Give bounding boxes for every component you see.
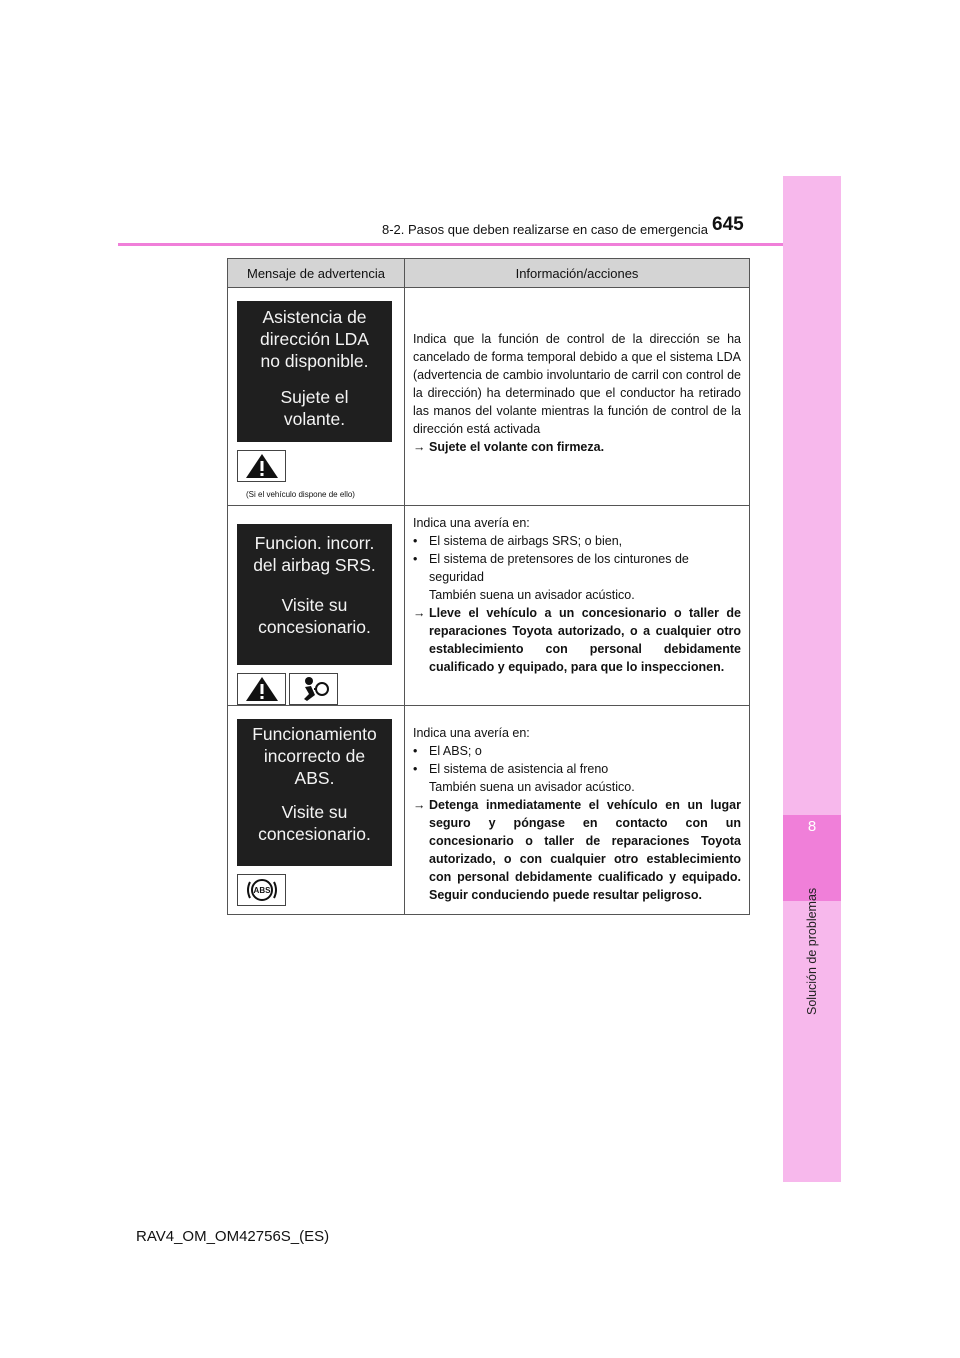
display-line: Funcionamiento xyxy=(252,724,377,744)
info-intro: Indica una avería en: xyxy=(413,726,530,740)
display-line: dirección LDA xyxy=(260,329,369,349)
action-text xyxy=(413,604,741,676)
display-line: Visite su xyxy=(281,595,348,615)
list-item xyxy=(413,742,741,760)
warning-display xyxy=(237,524,392,665)
info-text: Indica que la función de control de la dirección se ha cancelado de forma temporal debido a que el sistema LDA (advertencia de cambio involuntario de carril con control de la dirección) ha determinado que el conductor ha retirado las manos del volante mientras la función de control de la dirección está activada xyxy=(413,332,741,436)
chapter-label: Solución de problemas xyxy=(805,887,819,1015)
availability-note: (Si el vehículo dispone de ello) xyxy=(246,490,355,499)
bullet-icon: • xyxy=(413,744,418,758)
table-row xyxy=(228,706,750,915)
display-line: concesionario. xyxy=(258,617,371,637)
abs-icon-label: ABS xyxy=(253,886,270,895)
header-rule xyxy=(118,243,783,246)
info-cell xyxy=(405,288,750,506)
warning-triangle-icon xyxy=(237,673,286,705)
indicator-icons xyxy=(237,450,404,482)
message-cell xyxy=(228,288,405,506)
sound-note: También suena un avisador acústico. xyxy=(429,588,635,602)
airbag-icon xyxy=(289,673,338,705)
info-intro: Indica una avería en: xyxy=(413,516,530,530)
action-label: Lleve el vehículo a un concesionario o taller de reparaciones Toyota autorizado, o a cualquier otro establecimiento con personal debidamente cualificado y equipado, para que lo inspeccionen. xyxy=(429,606,741,674)
sound-note: También suena un avisador acústico. xyxy=(429,780,635,794)
section-title: 8-2. Pasos que deben realizarse en caso de emergencia xyxy=(382,222,708,237)
display-line: del airbag SRS. xyxy=(253,555,376,575)
bullet-icon: • xyxy=(413,552,418,566)
chapter-side-tab xyxy=(783,176,841,1182)
bullet-icon: • xyxy=(413,762,418,776)
abs-icon xyxy=(237,874,286,906)
warning-display xyxy=(237,301,392,442)
arrow-icon: → xyxy=(413,606,426,620)
arrow-icon: → xyxy=(413,440,426,454)
list-item-text: El sistema de airbags SRS; o bien, xyxy=(429,534,623,548)
display-line: Sujete el xyxy=(280,387,349,407)
list-item xyxy=(413,760,741,778)
table-header-row xyxy=(228,259,750,288)
table-row xyxy=(228,506,750,706)
col-header-info: Información/acciones xyxy=(405,259,750,288)
display-line: Visite su xyxy=(281,802,348,822)
display-line: Asistencia de xyxy=(262,307,367,327)
action-text xyxy=(413,438,741,456)
page-number: 645 xyxy=(712,214,744,235)
bullet-icon: • xyxy=(413,534,418,548)
display-line: Funcion. incorr. xyxy=(254,533,375,553)
info-cell xyxy=(405,706,750,915)
action-text xyxy=(413,796,741,904)
display-line: ABS. xyxy=(294,768,335,788)
display-line: incorrecto de xyxy=(263,746,366,766)
list-item-text: El ABS; o xyxy=(429,744,482,758)
list-item xyxy=(413,550,741,586)
table-row xyxy=(228,288,750,506)
display-line: no disponible. xyxy=(260,351,369,371)
list-item xyxy=(413,532,741,550)
list-item-text: El sistema de pretensores de los cinturones de seguridad xyxy=(429,552,689,584)
message-cell xyxy=(228,706,405,915)
action-label: Sujete el volante con firmeza. xyxy=(429,440,605,454)
chapter-label-wrap xyxy=(783,875,841,1015)
display-line: volante. xyxy=(283,409,346,429)
list-item-text: El sistema de asistencia al freno xyxy=(429,762,609,776)
warning-table xyxy=(227,258,750,915)
indicator-icons xyxy=(237,673,404,705)
chapter-number: 8 xyxy=(807,818,817,835)
indicator-icons xyxy=(237,874,404,906)
message-cell xyxy=(228,506,405,706)
action-label: Detenga inmediatamente el vehículo en un lugar seguro y póngase en contacto con un concesionario o taller de reparaciones Toyota autorizado, o con cualquier otro establecimiento con personal debidamente cualificado y equipado. Seguir conduciendo puede resultar peligroso. xyxy=(429,798,741,902)
col-header-message: Mensaje de advertencia xyxy=(228,259,405,288)
arrow-icon: → xyxy=(413,798,426,812)
document-code: RAV4_OM_OM42756S_(ES) xyxy=(136,1228,330,1245)
display-line: concesionario. xyxy=(258,824,371,844)
warning-triangle-icon xyxy=(237,450,286,482)
warning-display xyxy=(237,719,392,866)
info-cell xyxy=(405,506,750,706)
